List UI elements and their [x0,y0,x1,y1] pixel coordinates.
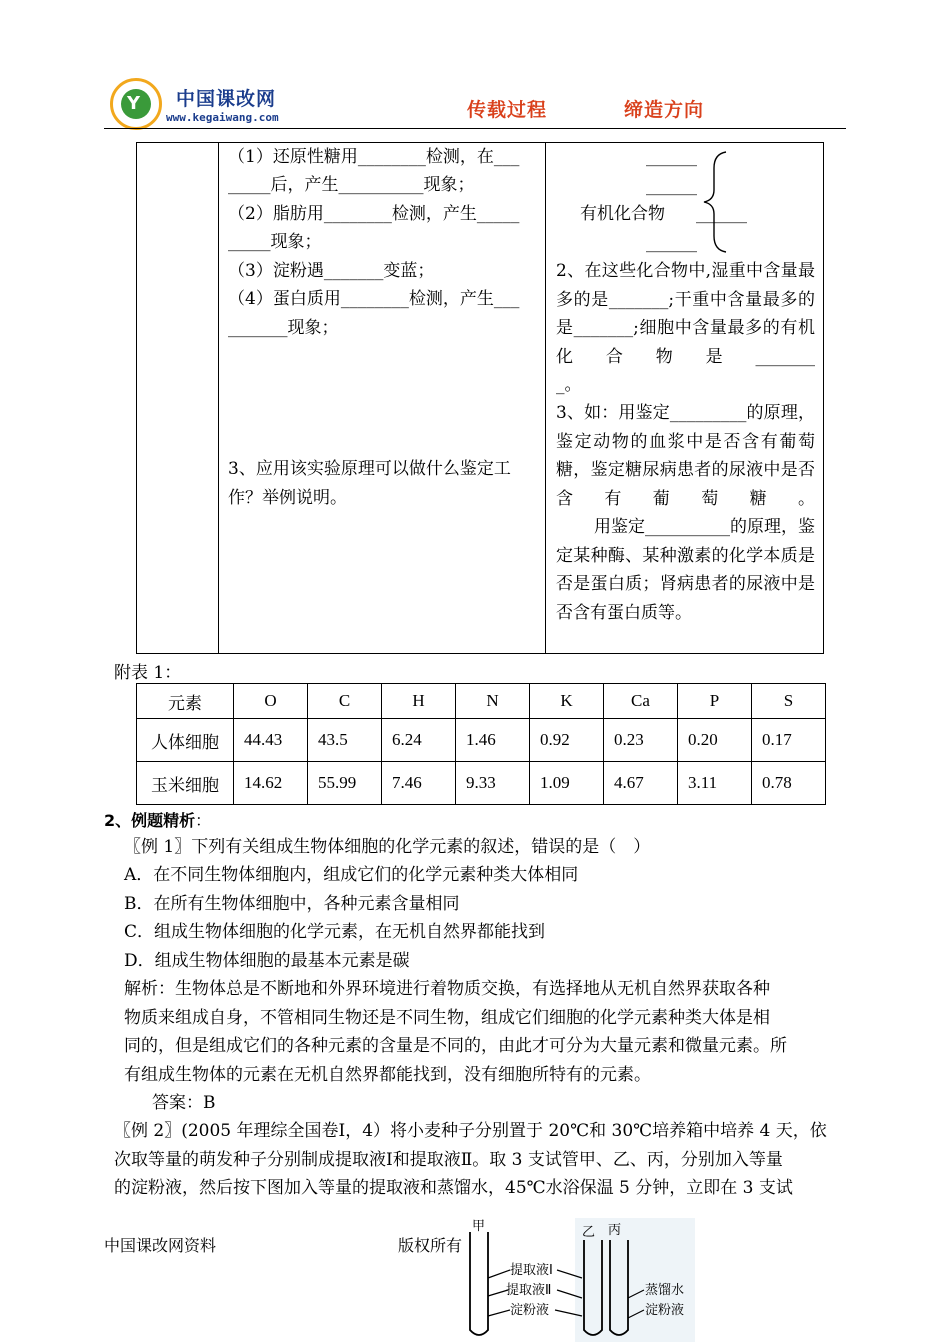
table-cell: 9.33 [456,762,530,805]
row-label: 人体细胞 [137,719,234,762]
option-c: C．组成生物体细胞的化学元素，在无机自然界都能找到 [124,922,546,942]
question3-line2: 作？举例说明。 [228,488,347,508]
tube-jia-label: 甲 [472,1219,486,1234]
header-cell: C [308,684,382,719]
option-a: A．在不同生物体细胞内，组成它们的化学元素种类大体相同 [124,865,579,885]
table-cell: 7.46 [382,762,456,805]
organic-compound-label: 有机化合物 [580,204,665,224]
table-cell: 0.17 [752,719,826,762]
reducing-sugar-line2: _____后，产生__________现象； [228,175,475,195]
table-cell: 43.5 [308,719,382,762]
analysis-line2: 物质来组成自身，不管相同生物还是不同生物，组成它们细胞的化学元素种类大体是相 [124,1008,770,1028]
label-extract-1: 提取液Ⅰ [510,1263,553,1278]
tube-yi-label: 乙 [582,1225,596,1240]
pointer-line [488,1290,508,1296]
pointer-line [488,1270,510,1278]
header-cell: N [456,684,530,719]
analysis-line3: 同的，但是组成它们的各种元素的含量是不同的，由此才可分为大量元素和微量元素。所 [124,1036,787,1056]
table-cell: 44.43 [234,719,308,762]
table-cell: 14.62 [234,762,308,805]
row-label: 玉米细胞 [137,762,234,805]
starch-line: （3）淀粉遇_______变蓝； [228,261,435,281]
question2-end: _。 [556,375,582,395]
table-cell: 0.92 [530,719,604,762]
header-cell: S [752,684,826,719]
site-logo [110,78,162,130]
label-water: 蒸馏水 [645,1283,685,1298]
table-cell: 1.46 [456,719,530,762]
fat-line2: _____现象； [228,232,322,252]
slogan-left: 传载过程 [467,99,548,121]
table-cell: 55.99 [308,762,382,805]
brand-name: 中国课改网 [176,88,277,110]
appendix-label: 附表 1： [114,663,182,683]
header-cell: K [530,684,604,719]
header-cell: Ca [604,684,678,719]
example2-line3: 的淀粉液，然后按下图加入等量的提取液和蒸馏水，45℃水浴保温 5 分钟，立即在 3 支试 [114,1178,793,1198]
table-row [137,719,826,762]
tube-jia [470,1232,488,1335]
compound-blank-4: ______ [646,233,697,253]
header-cell: H [382,684,456,719]
header-cell: P [678,684,752,719]
protein-line1: （4）蛋白质用________检测，产生___ [228,289,520,309]
compound-blank-3: ______ [696,204,747,224]
header-divider [104,128,846,129]
label-starch-left: 淀粉液 [510,1303,550,1318]
compound-blank-2: ______ [646,176,697,196]
header-cell: O [234,684,308,719]
tube-bing-label: 丙 [608,1223,622,1238]
brand-url: www.kegaiwang.com [166,111,279,124]
question2-text: 2、在这些化合物中,湿重中含量最多的是_______;干重中含量最多的是_______;细胞中含量最多的有机化合物是_______ [556,261,815,367]
header-cell: 元素 [137,684,234,719]
compound-blank-1: ______ [646,147,697,167]
option-b: B．在所有生物体细胞中，各种元素含量相同 [124,894,460,914]
section-title-colon: ： [195,811,212,830]
test-tube-diagram [460,1218,700,1342]
analysis-line1: 解析：生物体总是不断地和外界环境进行着物质交换，有选择地从无机自然界获取各种 [124,979,770,999]
table-header-row [137,684,826,719]
sprout-icon: Y [127,93,141,114]
reducing-sugar-line1: （1）还原性糖用________检测，在___ [228,147,520,167]
table-cell: 0.20 [678,719,752,762]
footer-source: 中国课改网资料 [104,1236,217,1255]
example2-line2: 次取等量的萌发种子分别制成提取液Ⅰ和提取液Ⅱ。取 3 支试管甲、乙、丙，分别加入等量 [114,1150,783,1170]
table-cell: 3.11 [678,762,752,805]
table-divider-2 [545,142,546,654]
question3-right-a: 3、如：用鉴定_________的原理，鉴定动物的血浆中是否含有葡萄糖，鉴定糖尿病患者的尿液中是否含有葡萄糖。 [556,403,815,509]
analysis-line4: 有组成生物体的元素在无机自然界都能找到，没有细胞所特有的元素。 [124,1065,651,1085]
label-extract-2: 提取液Ⅱ [506,1283,552,1298]
option-d: D．组成生物体细胞的最基本元素是碳 [124,951,410,971]
protein-line2: _______现象； [228,318,339,338]
label-starch-right: 淀粉液 [645,1303,685,1318]
footer-copyright: 版权所有 [398,1236,463,1255]
pointer-line [488,1310,510,1316]
question3-right-b: 用鉴定__________的原理，鉴定某种酶、某种激素的化学本质是否是蛋白质；肾病患者的尿液中是否含有蛋白质等。 [556,517,815,623]
table-cell: 1.09 [530,762,604,805]
slogan-right: 缔造方向 [624,99,705,121]
section-title-text: 2、例题精析 [104,811,196,830]
question3-line1: 3、应用该实验原理可以做什么鉴定工 [228,459,511,479]
table-row [137,762,826,805]
example1-question: 〖例 1〗下列有关组成生物体细胞的化学元素的叙述，错误的是（ ） [124,837,651,857]
table-divider-1 [218,142,219,654]
table-cell: 0.23 [604,719,678,762]
section-title [104,808,211,831]
answer-text: 答案：B [152,1093,216,1113]
example2-line1: 〖例 2〗(2005 年理综全国卷Ⅰ，4）将小麦种子分别置于 20℃和 30℃培养箱中培养 4 天，依 [114,1121,827,1141]
curly-brace-icon [700,150,730,254]
fat-line1: （2）脂肪用________检测，产生_____ [228,204,520,224]
table-cell: 0.78 [752,762,826,805]
table-cell: 6.24 [382,719,456,762]
element-content-table [136,683,826,805]
table-cell: 4.67 [604,762,678,805]
